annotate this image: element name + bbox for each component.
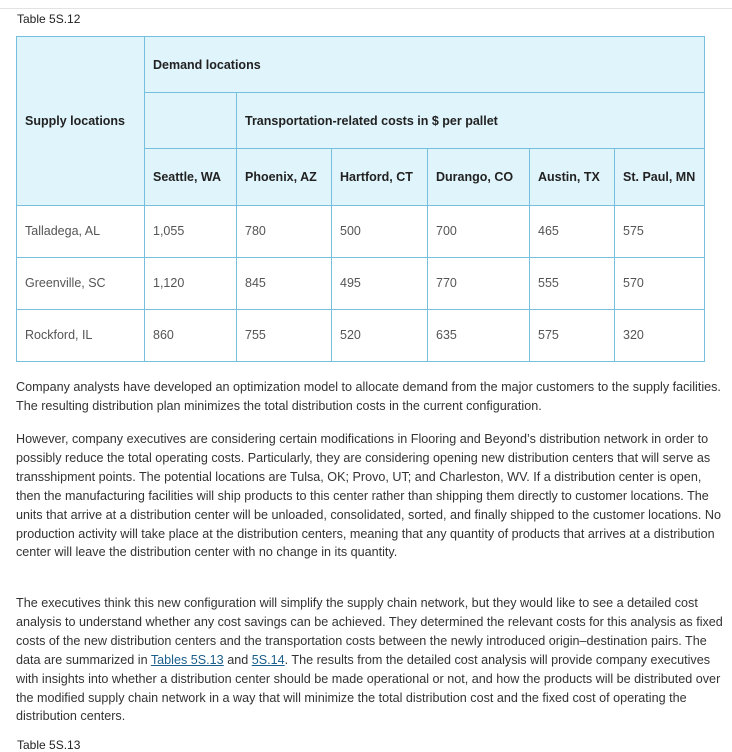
table-cell: 700 <box>428 205 530 257</box>
table-cell: 520 <box>332 309 428 361</box>
paragraph-cost-analysis <box>16 594 728 726</box>
column-header: Hartford, CT <box>332 149 428 205</box>
table-cell: 555 <box>530 257 615 309</box>
table-cell: 465 <box>530 205 615 257</box>
transport-cost-table <box>16 36 705 362</box>
table-row <box>17 205 705 257</box>
paragraph-text: . The results from the detailed cost analysis will provide company executives with insights into whether a distribution center should be made operational or not, and how the products will be distributed over the modified supply chain network in a way that will minimize the total distribution cost and the fixed cost of operating the distribution centers. <box>16 652 721 724</box>
table-cell: 755 <box>237 309 332 361</box>
table-cell: 1,055 <box>145 205 237 257</box>
row-label: Talladega, AL <box>17 205 145 257</box>
top-divider <box>0 8 732 9</box>
table-cell: 780 <box>237 205 332 257</box>
column-header: Seattle, WA <box>145 149 237 205</box>
column-header: Austin, TX <box>530 149 615 205</box>
cost-header-spacer <box>145 93 237 149</box>
table-cell: 845 <box>237 257 332 309</box>
table-cell: 575 <box>530 309 615 361</box>
table-cell: 575 <box>615 205 705 257</box>
table-cell: 1,120 <box>145 257 237 309</box>
table-cell: 635 <box>428 309 530 361</box>
table-5s13-link[interactable]: Tables 5S.13 <box>150 652 224 667</box>
next-table-title: Table 5S.13 <box>17 738 81 752</box>
supply-locations-header: Supply locations <box>17 37 145 206</box>
row-label: Greenville, SC <box>17 257 145 309</box>
table-cell: 495 <box>332 257 428 309</box>
paragraph-executives-modifications: However, company executives are considering certain modifications in Flooring and Beyond’s distribution network in order to possibly reduce the total operating costs. Particularly, they are considering opening new distribution centers that will serve as transshipment points. The potential locations are Tulsa, OK; Provo, UT; and Charleston, WV. If a distribution center is open, then the manufacturing facilities will ship products to this center rather than shipping them directly to customer locations. The units that arrive at a distribution center will be unloaded, consolidated, sorted, and finally shipped to the customer locations. No production activity will take place at the distribution centers, meaning that any quantity of products that arrives at a distribution center will leave the distribution center with no change in its quantity. <box>16 432 721 560</box>
paragraph-analysts: Company analysts have developed an optimization model to allocate demand from the major customers to the supply facilities. The resulting distribution plan minimizes the total distribution costs in the current configuration. <box>16 380 721 413</box>
paragraph-text: and <box>223 652 252 667</box>
table-title: Table 5S.12 <box>17 12 81 26</box>
cost-units-header: Transportation-related costs in $ per pallet <box>237 93 705 149</box>
table-row <box>17 257 705 309</box>
demand-locations-header: Demand locations <box>145 37 705 93</box>
table-cell: 570 <box>615 257 705 309</box>
table-5s14-link[interactable]: 5S.14 <box>251 652 285 667</box>
row-label: Rockford, IL <box>17 309 145 361</box>
table-cell: 500 <box>332 205 428 257</box>
table-cell: 860 <box>145 309 237 361</box>
paragraph-text: The executives think this new configuration will simplify the supply chain network, but they would like to see a detailed cost analysis to understand whether any cost savings can be achieved. They determined the relevant costs for this analysis as fixed costs of the new distribution centers and the transportation costs between the newly introduced origin–destination pairs. The data are summarized in <box>16 596 723 667</box>
column-header: Phoenix, AZ <box>237 149 332 205</box>
table-cell: 770 <box>428 257 530 309</box>
column-header: St. Paul, MN <box>615 149 705 205</box>
table-cell: 320 <box>615 309 705 361</box>
table-row <box>17 309 705 361</box>
column-header: Durango, CO <box>428 149 530 205</box>
